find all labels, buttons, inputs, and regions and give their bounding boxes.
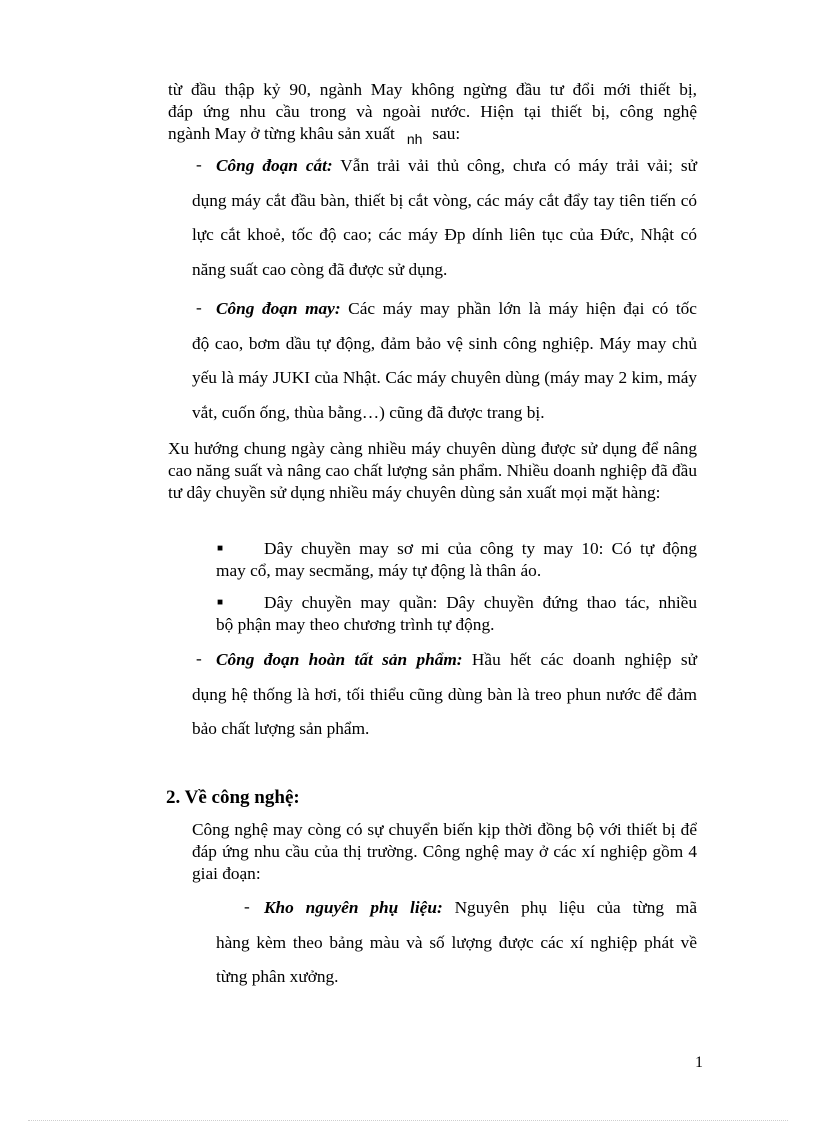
bullet-item-2-first: Dây chuyền may quần: Dây chuyền đứng thao tác, nhiều [264,593,697,612]
bullet-item-1-first: Dây chuyền may sơ mi của công ty may 10: Có tự động [264,539,697,558]
cutting-label: Công đoạn cắt: [216,156,333,175]
bullet-marker-1: ■ [217,543,224,554]
materials-text-rest: hàng kèm theo bảng màu và số lượng được các xí nghiệp phát về từng phân xưởng. [216,932,697,986]
bullet-item-2-rest: bộ phận may theo chương trình tự động. [216,615,495,634]
bullet-item-1 [216,538,697,582]
materials-label: Kho nguyên phụ liệu: [264,898,443,917]
intro-line-2: đáp ứng nhu cầu trong và ngoài nước. Hiện tại thiết bị, công nghệ [168,102,697,121]
materials-first-line [216,891,697,926]
sewing-text-first: Các máy may phần lớn là máy hiện đại có tốc [340,299,697,318]
intro-line-3-end: sau: [432,124,461,143]
bullet-item-1-rest: may cổ, may secmăng, máy tự động là thân áo. [216,561,542,580]
sewing-label: Công đoạn may: [216,299,341,318]
cutting-text-first: Vẫn trải vải thủ công, chưa có máy trải vải; sử [332,156,697,175]
materials-paragraph [216,891,697,995]
materials-dash: - [244,897,250,916]
sewing-first-line [192,292,697,327]
intro-line-3-fragment: nh [406,131,423,147]
intro-line-1: từ đầu thập kỷ 90, ngành May không ngừng đầu tư đổi mới thiết bị, [168,80,697,99]
bullet-item-2 [216,592,697,636]
cutting-dash: - [196,155,202,174]
sewing-dash: - [196,298,202,317]
finishing-first-line [192,643,697,678]
trend-paragraph: Xu hướng chung ngày càng nhiều máy chuyên dùng được sử dụng để nâng cao năng suất và nâng cao chất lượng sản phẩm. Nhiều doanh nghiệp đã đầu tư dây chuyền sử dụng nhiều máy chuyên dùng sản xuất mọi mặt hàng: [168,439,697,502]
bullet-marker-2: ■ [217,597,224,608]
finishing-dash: - [196,649,202,668]
finishing-text-first: Hầu hết các doanh nghiệp sử [462,650,697,669]
finishing-label: Công đoạn hoàn tất sản phẩm: [216,650,463,669]
sewing-text-rest: độ cao, bơm dầu tự động, đảm bảo vệ sinh công nghiệp. Máy may chủ yếu là máy JUKI của Nhật. Các máy chuyên dùng (máy may 2 kim, máy vắt, cuốn ống, thùa bằng…) cũng đã được trang bị. [192,333,697,422]
technology-intro-paragraph: Công nghệ may còng có sự chuyển biến kịp thời đồng bộ với thiết bị để đáp ứng nhu cầu của thị trường. Công nghệ may ở các xí nghiệp gồm 4 giai đoạn: [192,820,697,883]
finishing-text-rest: dụng hệ thống là hơi, tối thiểu cũng dùng bàn là treo phun nước để đảm bảo chất lượng sản phẩm. [192,684,697,738]
intro-line-3 [168,123,697,145]
cutting-first-line [192,149,697,184]
intro-line-3-start: ngành May ở từng khâu sản xuất [168,124,395,143]
section-heading: 2. Về công nghệ: [166,787,300,808]
page-number: 1 [695,1054,703,1071]
cutting-text-rest: dụng máy cắt đầu bàn, thiết bị cắt vòng, các máy cắt đẩy tay tiên tiến có lực cắt khoẻ, tốc độ cao; các máy Đp dính liên tục của Đức, Nhật có năng suất cao còng đã được sử dụng. [192,190,697,279]
materials-text-first: Nguyên phụ liệu của từng mã [442,898,697,917]
footer-divider [28,1120,788,1121]
cutting-paragraph [192,149,697,287]
sewing-paragraph [192,292,697,430]
finishing-paragraph [192,643,697,747]
intro-paragraph [168,79,697,145]
